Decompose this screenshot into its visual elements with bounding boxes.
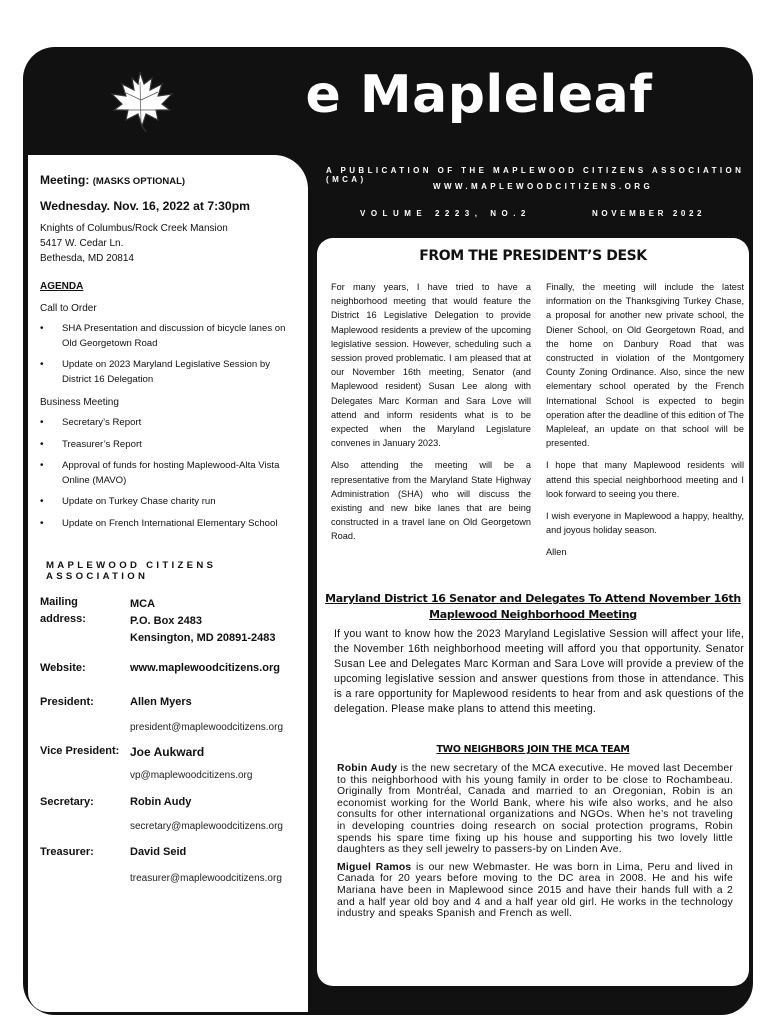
- agenda-item: • Treasurer’s Report: [28, 438, 300, 453]
- publication-website: WWW.MAPLEWOODCITIZENS.ORG: [433, 182, 654, 191]
- newsletter-title: [232, 65, 652, 125]
- publication-line: A PUBLICATION OF THE MAPLEWOOD CITIZENS ASSOCIATION (MCA): [326, 166, 745, 184]
- mailing-label: Mailing address:: [40, 596, 86, 625]
- secretary-name: Robin Audy: [130, 796, 192, 808]
- issue-date: NOVEMBER 2022: [592, 209, 706, 218]
- sidebar-panel: Meeting: (MASKS OPTIONAL) Wednesday. Nov. 16, 2022 at 7:30pm Knights of Columbus/Rock Creek Mansion 5417 W. Cedar Ln. Bethesda, MD 20814 AGENDA Call to Order • SHA Presentation and discussion of bicycle lanes on Old Georgetown Road • Update on 2023 Maryland Legislative Session by District 16 Delegation Business Meeting • Secretary’s Report • Treasurer’s Report • Approval of funds for hosting Maplewood-Alta Vista Online (MAVO) • Update on Turkey Chase charity run • Update on French International Elementary School MAPLEWOOD CITIZENS ASSOCIATION Mailing address: MCA P.O. Box 2483 Kensington, MD 20891-2483 Website: www.maplewoodcitizens.org President: Allen Myers president@maplewoodcitizens.org Vice President: Joe Aukward vp@maplewoodcitizens.org Secretary: Robin Audy secretary@maplewoodcitizens.org Treasurer: David Seid treasurer@maplewoodcitizens.org: [28, 155, 308, 1012]
- paragraph: I wish everyone in Maplewood a happy, healthy, and joyous holiday season.: [546, 511, 744, 536]
- presidents-desk-col2: [546, 280, 744, 568]
- neighbors-heading: TWO NEIGHBORS JOIN THE MCA TEAM: [436, 744, 630, 755]
- paragraph: I hope that many Maplewood residents will attend this special neighborhood meeting and I look forward to seeing you there.: [546, 460, 744, 499]
- association-heading: MAPLEWOOD CITIZENS ASSOCIATION: [46, 560, 217, 582]
- meeting-street: 5417 W. Cedar Ln.: [40, 238, 124, 249]
- agenda-item: • SHA Presentation and discussion of bicycle lanes on Old Georgetown Road: [28, 322, 300, 351]
- meeting-label: Meeting:: [40, 173, 90, 187]
- masks-note: (MASKS OPTIONAL): [92, 176, 186, 187]
- meeting-venue: Knights of Columbus/Rock Creek Mansion: [40, 223, 228, 234]
- vp-email[interactable]: vp@maplewoodcitizens.org: [130, 770, 253, 781]
- meeting-line: [40, 173, 185, 187]
- paragraph: Robin Audy is the new secretary of the MCA executive. He moved last December to this neighborhood with his young family in order to be close to Rochambeau. Originally from Montréal, Canada and married to an Oregonian, Robin is an economist working for the World Bank, where his wife also works, and he also consults for other international organizations and NGOs. When he’s not traveling in developing countries doing research on social protection programs, Robin spends his spare time fixing up his house and supporting his two lovely little daughters as they sell jewelry to passers-by on Linden Ave.: [337, 763, 733, 856]
- agenda-item: • Secretary’s Report: [28, 416, 300, 431]
- president-name: Allen Myers: [130, 696, 192, 708]
- treasurer-email[interactable]: treasurer@maplewoodcitizens.org: [130, 873, 282, 884]
- agenda-list-a: [28, 322, 300, 394]
- treasurer-name: David Seid: [130, 846, 187, 858]
- district-article-heading: Maryland District 16 Senator and Delegates To Attend November 16th Maplewood Neighborhood Meeting: [325, 592, 741, 621]
- agenda-call-to-order: Call to Order: [40, 303, 97, 314]
- presidents-desk-col1: [331, 280, 531, 552]
- content-panel: [317, 238, 749, 986]
- district-article-body: If you want to know how the 2023 Maryland Legislative Session will affect your life, the November 16th neighborhood meeting will afford you that opportunity. Senator Susan Lee and Delegates Marc Korman and Sara Love will provide a preview of the upcoming legislative session and answer questions from those in attendance. This is a rare opportunity for Maplewood residents to hear from and ask questions of the delegation. Please make plans to attend this meeting.: [334, 628, 744, 715]
- presidents-desk-heading: FROM THE PRESIDENT’S DESK: [419, 248, 647, 264]
- volume-number: VOLUME 2223, NO.2: [360, 209, 531, 218]
- meeting-city: Bethesda, MD 20814: [40, 253, 134, 264]
- mailing-address: MCA P.O. Box 2483 Kensington, MD 20891-2483: [130, 598, 276, 644]
- title-dark-part: Th: [232, 65, 306, 125]
- meeting-datetime: Wednesday. Nov. 16, 2022 at 7:30pm: [40, 199, 250, 213]
- paragraph: Miguel Ramos is our new Webmaster. He was born in Lima, Peru and lived in Canada for 20 years before moving to the DC area in 2008. He and his wife Mariana have been in Maplewood since 2015 and have their hands full with a 2 and a half year old boy and 4 and a half year old girl. He works in the technology industry and speaks Spanish and French as well.: [337, 861, 733, 920]
- maple-leaf-icon: [100, 70, 180, 132]
- website-link[interactable]: www.maplewoodcitizens.org: [130, 662, 280, 674]
- agenda-item: • Update on 2023 Maryland Legislative Session by District 16 Delegation: [28, 358, 300, 387]
- agenda-heading: AGENDA: [40, 281, 84, 292]
- paragraph: Also attending the meeting will be a representative from the Maryland State Highway Administration (SHA) who will discuss the existing and new bike lanes that are being constructed in a travel lane on Old Georgetown Road.: [331, 460, 531, 542]
- title-light-part: e Mapleleaf: [305, 65, 653, 125]
- signature: Allen: [546, 547, 567, 558]
- agenda-business: Business Meeting: [40, 397, 119, 408]
- neighbors-article-body: [337, 763, 733, 926]
- president-email[interactable]: president@maplewoodcitizens.org: [130, 722, 284, 733]
- agenda-item: • Update on Turkey Chase charity run: [28, 495, 300, 510]
- vp-name: Joe Aukward: [130, 745, 205, 759]
- agenda-item: • Update on French International Elementary School: [28, 517, 300, 532]
- secretary-email[interactable]: secretary@maplewoodcitizens.org: [130, 821, 283, 832]
- agenda-item: • Approval of funds for hosting Maplewood-Alta Vista Online (MAVO): [28, 459, 300, 488]
- agenda-list-b: [28, 416, 300, 538]
- paragraph: Finally, the meeting will include the latest information on the Thanksgiving Turkey Chase, a proposal for another new private school, the Diener School, on Old Georgetown Road, and the home on Danbury Road that was constructed in violation of the Montgomery County Zoning Ordinance. Also, since the new elementary school operated by the French International School is expected to begin operation after the deadline of this edition of The Mapleleaf, an update on that school will be presented.: [546, 282, 744, 449]
- paragraph: For many years, I have tried to have a neighborhood meeting that would feature the District 16 Legislative Delegation to provide Maplewood residents a preview of the upcoming legislative session. However, scheduling such a session proved problematic. I am pleased that at our November 16th meeting, Senator (and Maplewood resident) Susan Lee along with Delegates Marc Korman and Sara Love will attend and inform residents what is to be expected when the Maryland Legislature convenes in January 2023.: [331, 282, 531, 449]
